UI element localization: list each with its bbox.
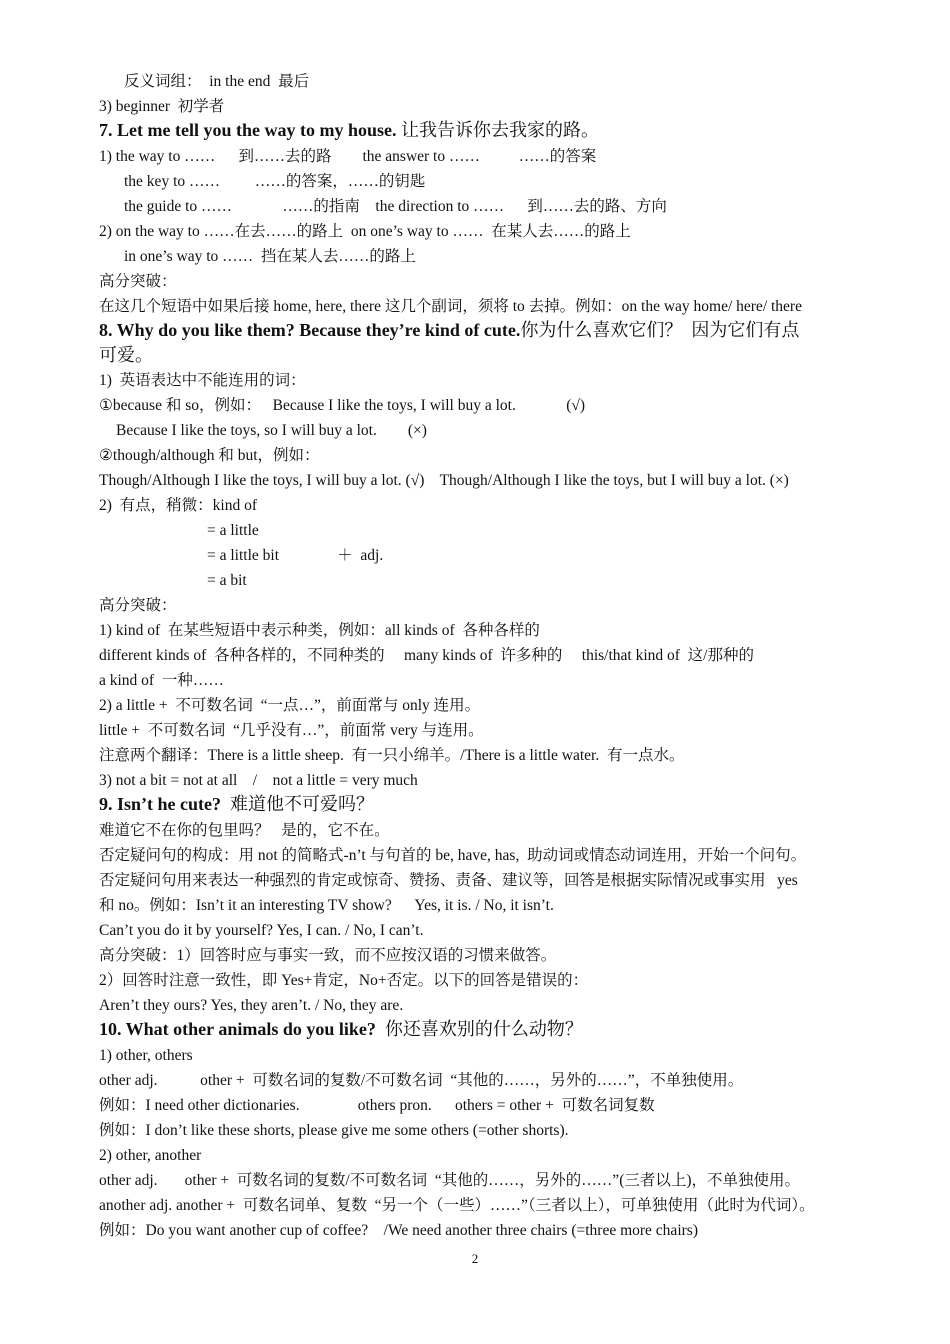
text-line: ①because 和 so，例如： Because I like the toys, I will buy a lot. (√) — [99, 397, 586, 414]
text-line: 高分突破：1）回答时应与事实一致，而不应按汉语的习惯来做答。 — [99, 947, 557, 964]
text-line: 1) 英语表达中不能连用的词： — [99, 372, 306, 389]
text-line: = a bit — [207, 572, 247, 589]
text-line: 1) kind of 在某些短语中表示种类，例如：all kinds of 各种各样的 — [99, 622, 540, 639]
text-line: 难道它不在你的包里吗？ 是的，它不在。 — [99, 822, 390, 839]
text-line: different kinds of 各种各样的，不同种类的 many kinds of 许多种的 this/that kind of 这/那种的 — [99, 647, 754, 664]
text-line: 否定疑问句的构成：用 not 的简略式-n’t 与句首的 be, have, has, 助动词或情态动词连用，开始一个问句。 — [99, 847, 807, 864]
text-line: other adj. other + 可数名词的复数/不可数名词 “其他的……，另外的……”(三者以上)，不单独使用。 — [99, 1172, 801, 1189]
text-line: Can’t you do it by yourself? Yes, I can. / No, I can’t. — [99, 922, 424, 939]
heading-7-zh: 让我告诉你去我家的路。 — [396, 120, 599, 140]
heading-7 — [99, 119, 599, 141]
text-line: 否定疑问句用来表达一种强烈的肯定或惊奇、赞扬、责备、建议等，回答是根据实际情况或事实用 yes — [99, 872, 798, 889]
heading-8-en: 8. Why do you like them? Because they’re kind of cute. — [99, 320, 521, 340]
text-line: Because I like the toys, so I will buy a lot. (×) — [116, 422, 427, 439]
text-line: in one’s way to …… 挡在某人去……的路上 — [124, 248, 416, 265]
heading-7-en: 7. Let me tell you the way to my house. — [99, 120, 397, 140]
text-line: other adj. other + 可数名词的复数/不可数名词 “其他的……，另外的……”，不单独使用。 — [99, 1072, 744, 1089]
text-line: 2) other, another — [99, 1147, 202, 1164]
text-line: 3) not a bit = not at all / not a little = very much — [99, 772, 418, 789]
text-line: 1) other, others — [99, 1047, 193, 1064]
text-line: Aren’t they ours? Yes, they aren’t. / No, they are. — [99, 997, 404, 1014]
heading-8b-zh: 可爱。 — [99, 345, 153, 365]
text-line: the key to …… ……的答案，……的钥匙 — [124, 173, 426, 190]
text-line: 1) the way to …… 到……去的路 the answer to …… ……的答案 — [99, 148, 597, 165]
text-line: 例如：I don’t like these shorts, please give me some others (=other shorts). — [99, 1122, 569, 1139]
text-line: 和 no。例如：Isn’t it an interesting TV show? Yes, it is. / No, it isn’t. — [99, 897, 554, 914]
text-line: ②though/although 和 but，例如： — [99, 447, 320, 464]
text-line: 2) 有点，稍微：kind of — [99, 497, 258, 514]
text-line: = a little — [207, 522, 259, 539]
heading-10-zh: 你还喜欢别的什么动物？ — [375, 1019, 583, 1039]
heading-8 — [99, 319, 799, 341]
text-line: 2) a little + 不可数名词 “一点…”，前面常与 only 连用。 — [99, 697, 481, 714]
text-line: 例如：I need other dictionaries. others pron. others = other + 可数名词复数 — [99, 1097, 655, 1114]
heading-10-en: 10. What other animals do you like? — [99, 1019, 376, 1039]
text-line: 2）回答时注意一致性，即 Yes+肯定，No+否定。以下的回答是错误的： — [99, 972, 589, 989]
text-line: 2) on the way to ……在去……的路上 on one’s way to …… 在某人去……的路上 — [99, 223, 631, 240]
text-line: a kind of 一种…… — [99, 672, 224, 689]
text-line: another adj. another + 可数名词单、复数 “另一个（一些）……”（三者以上），可单独使用（此时为代词）。 — [99, 1197, 815, 1214]
text-line: Though/Although I like the toys, I will buy a lot. (√) Though/Although I like the toys, but I will buy a lot. (×) — [99, 472, 789, 489]
text-line: 在这几个短语中如果后接 home, here, there 这几个副词，须将 to 去掉。例如：on the way home/ here/ there — [99, 298, 802, 315]
heading-10 — [99, 1018, 583, 1040]
text-line: little + 不可数名词 “几乎没有…”，前面常 very 与连用。 — [99, 722, 484, 739]
heading-9-zh: 难道他不可爱吗？ — [221, 794, 374, 814]
text-line: 高分突破： — [99, 597, 177, 614]
page-number: 2 — [471, 1251, 479, 1266]
heading-8-zh: 你为什么喜欢它们？ 因为它们有点 — [520, 320, 800, 340]
heading-8-continued — [99, 344, 153, 366]
text-line: 注意两个翻译：There is a little sheep. 有一只小绵羊。/There is a little water. 有一点水。 — [99, 747, 685, 764]
text-line: 3) beginner 初学者 — [99, 98, 225, 115]
text-line: 例如：Do you want another cup of coffee? /We need another three chairs (=three more chairs) — [99, 1222, 698, 1239]
heading-9 — [99, 793, 374, 815]
text-line: = a little bit ＋ adj. — [207, 547, 384, 564]
heading-9-en: 9. Isn’t he cute? — [99, 794, 221, 814]
text-line: 反义词组： in the end 最后 — [124, 73, 310, 90]
text-line: 高分突破： — [99, 273, 177, 290]
text-line: the guide to …… ……的指南 the direction to …… 到……去的路、方向 — [124, 198, 667, 215]
